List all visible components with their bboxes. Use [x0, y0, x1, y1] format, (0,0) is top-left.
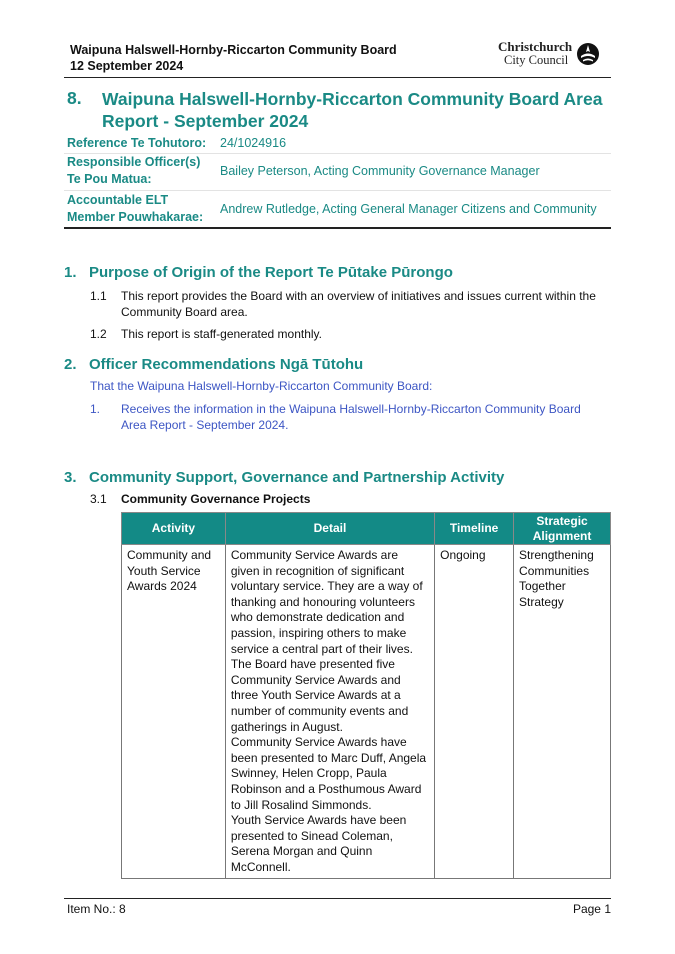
report-item-number: 8. [67, 88, 82, 108]
alignment-cell: Strengthening Communities Together Strategy [514, 545, 611, 879]
meta-label-elt: Accountable ELT Member Pouwhakarae: [67, 193, 204, 224]
meta-value-reference: 24/1024916 [220, 136, 287, 150]
meta-value-officer: Bailey Peterson, Acting Community Governance Manager [220, 164, 540, 178]
purpose-item-text: This report provides the Board with an overview of initiatives and issues current within the Community Board area. [121, 289, 596, 319]
meeting-date: 12 September 2024 [70, 59, 184, 73]
recommendation-text: Receives the information in the Waipuna Halswell-Hornby-Riccarton Community Board Area Report - September 2024. [121, 402, 581, 432]
section-2-title: Officer Recommendations Ngā Tūtohu [89, 356, 364, 373]
section-1-title: Purpose of Origin of the Report Te Pūtake Pūrongo [89, 264, 453, 281]
detail-paragraph: Youth Service Awards have been presented to Sinead Coleman, Serena Morgan and Quinn McConnell. [230, 813, 407, 874]
section-2-number: 2. [64, 356, 77, 373]
cathedral-logo-icon [576, 42, 600, 66]
column-header-alignment: Strategic Alignment [514, 513, 611, 545]
subsection-title: Community Governance Projects [121, 492, 311, 506]
detail-paragraph: The Board have presented five Community Service Awards and three Youth Service Awards at a number of community events and gatherings in August. [230, 657, 409, 734]
item-number: 1.1 [90, 289, 107, 303]
purpose-item-text: This report is staff-generated monthly. [121, 327, 322, 341]
recommendation-intro: That the Waipuna Halswell-Hornby-Riccarton Community Board: [90, 379, 433, 393]
meta-label-officer: Responsible Officer(s) Te Pou Matua: [67, 155, 201, 186]
header-rule [64, 77, 611, 78]
timeline-cell: Ongoing [435, 545, 514, 879]
meta-bottom-rule [64, 227, 611, 229]
meta-label-reference: Reference Te Tohutoro: [67, 136, 207, 150]
subsection-number: 3.1 [90, 492, 107, 506]
footer-rule [64, 898, 611, 899]
meta-divider [64, 190, 611, 191]
report-title: Waipuna Halswell-Hornby-Riccarton Community Board Area Report - September 2024 [102, 89, 603, 131]
meta-value-elt: Andrew Rutledge, Acting General Manager Citizens and Community [220, 202, 597, 216]
detail-cell [225, 545, 434, 879]
column-header-detail: Detail [225, 513, 434, 545]
detail-paragraph: Community Service Awards have been presented to Marc Duff, Angela Swinney, Helen Cropp, Paula Robinson and a Posthumous Award to Jill Rosalind Simmonds. [230, 735, 427, 812]
activity-cell: Community and Youth Service Awards 2024 [122, 545, 226, 879]
logo-line-2: City Council [504, 53, 569, 67]
section-1-number: 1. [64, 264, 77, 281]
board-name: Waipuna Halswell-Hornby-Riccarton Community Board [70, 43, 397, 57]
column-header-activity: Activity [122, 513, 226, 545]
section-3-title: Community Support, Governance and Partnership Activity [89, 469, 505, 486]
section-3-number: 3. [64, 469, 77, 486]
detail-paragraph: Community Service Awards are given in recognition of significant voluntary service. They are a way of thanking and honouring volunteers who demonstrate dedication and passion, inspiring others to make service a central part of their lives. [230, 548, 423, 656]
governance-projects-table [121, 512, 611, 879]
table-row [122, 545, 611, 879]
board-name-header [70, 42, 397, 74]
footer-page-number: Page 1 [572, 902, 611, 916]
footer-item-number: Item No.: 8 [67, 902, 126, 916]
logo-line-1: Christchurch [498, 39, 573, 54]
table-header-row [122, 513, 611, 545]
column-header-timeline: Timeline [435, 513, 514, 545]
council-logo [498, 40, 600, 70]
item-number: 1. [90, 402, 101, 416]
item-number: 1.2 [90, 327, 107, 341]
